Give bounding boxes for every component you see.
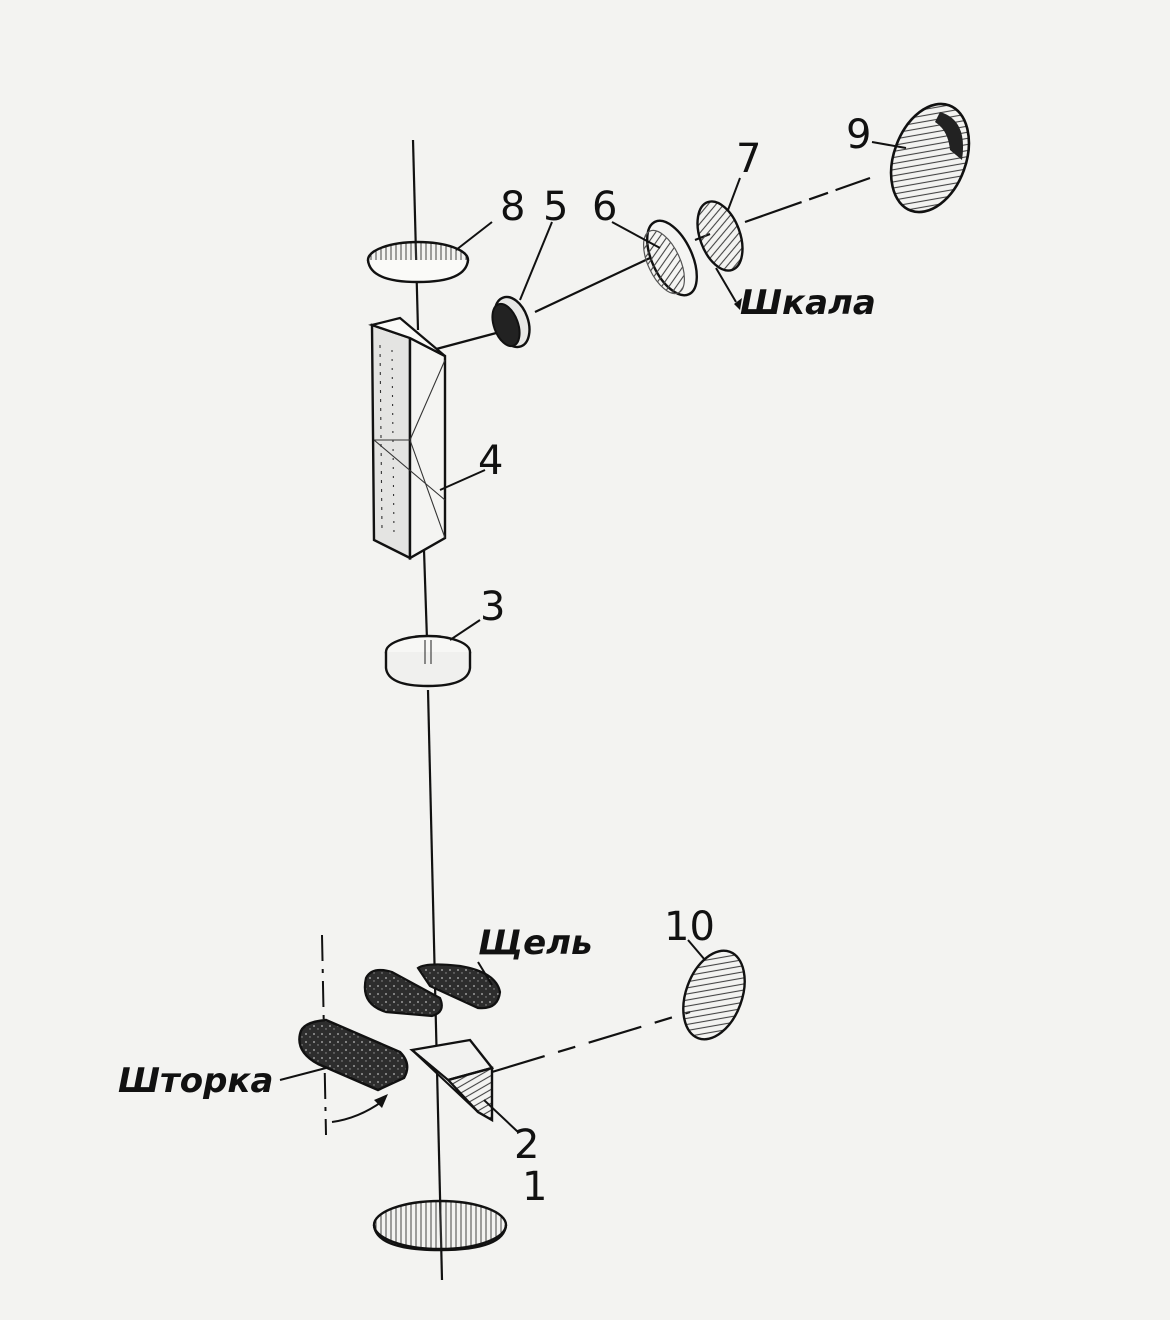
element-10 [672,942,756,1048]
label-part-7: 7 [736,136,762,182]
label-part-6: 6 [592,184,618,230]
main-optical-axis [413,140,442,1280]
label-part-4: 4 [478,438,504,484]
prism-4 [372,318,445,558]
label-shutter: Шторка [118,1061,274,1101]
label-part-2: 2 [514,1122,540,1168]
prism-2 [412,1040,492,1120]
shutter-rotation-arrow [332,1094,388,1122]
branch-axis-10 [492,1012,690,1072]
scale-disk-7 [689,195,751,276]
label-part-5: 5 [543,184,569,230]
label-slit: Щель [478,923,593,963]
lens-3 [386,636,470,686]
slit-jaws [365,964,500,1016]
lens-5 [487,292,536,352]
lens-1 [374,1201,506,1250]
label-part-9: 9 [846,112,872,158]
label-part-10: 10 [664,904,715,950]
label-part-8: 8 [500,184,526,230]
lens-8 [368,242,468,282]
element-9 [877,93,983,223]
lens-6 [635,213,707,302]
shutter-plate [299,1020,407,1090]
label-part-3: 3 [480,584,506,630]
label-part-1: 1 [522,1164,548,1210]
label-scale: Шкала [740,283,876,323]
